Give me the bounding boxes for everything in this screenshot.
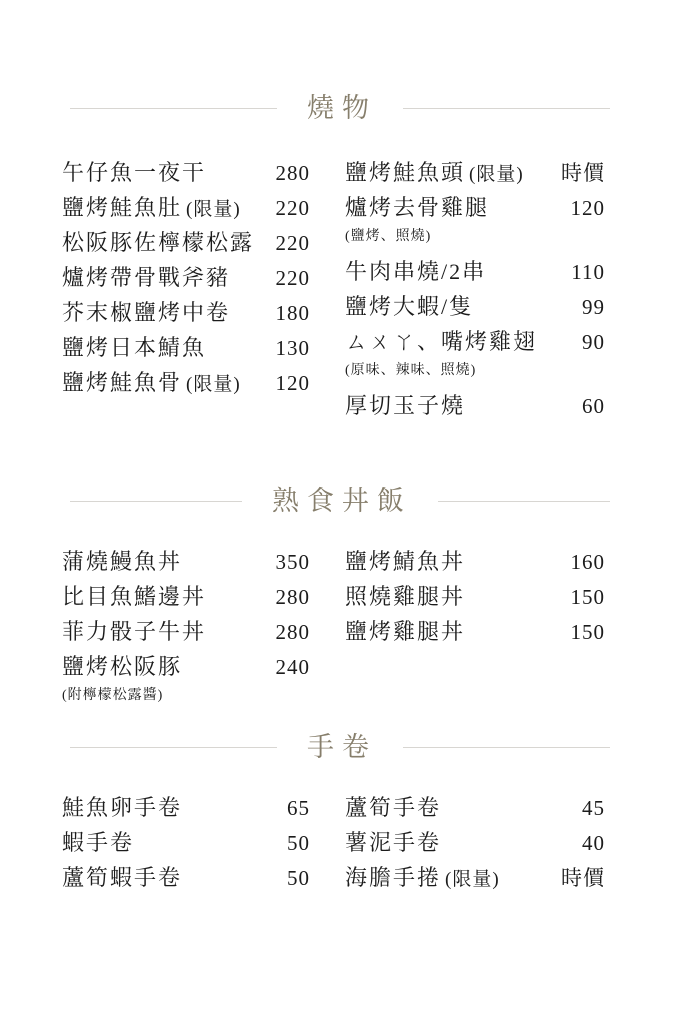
item-name [62, 614, 206, 649]
item-name-text: 鹽烤鮭魚頭 [345, 160, 466, 185]
item-price: 280 [275, 585, 310, 609]
menu-item-row [62, 260, 310, 295]
item-price: 280 [275, 161, 310, 185]
item-note: (原味、辣味、照燒) [345, 363, 477, 378]
item-name [62, 260, 230, 295]
item-price: 220 [275, 266, 310, 290]
item-price: 280 [275, 620, 310, 644]
item-price: 50 [287, 831, 310, 855]
item-limited-tag: (限量) [186, 374, 241, 395]
item-price: 150 [570, 620, 605, 644]
item-name [345, 289, 473, 324]
item-name [62, 860, 182, 895]
item-name [62, 295, 230, 330]
section-columns [0, 544, 681, 713]
item-name [345, 155, 524, 192]
item-price: 160 [570, 550, 605, 574]
section-header [0, 90, 681, 126]
menu-item-row [62, 860, 310, 895]
item-price: 350 [275, 550, 310, 574]
menu-column-1 [345, 544, 605, 649]
item-name-text: 菲力骰子牛丼 [62, 619, 207, 644]
item-name-text: 厚切玉子燒 [345, 393, 466, 418]
menu-column-0 [62, 544, 310, 713]
menu-item-row [345, 790, 605, 825]
header-rule-right [403, 747, 610, 748]
menu-item-row [62, 295, 310, 330]
item-name-text: 爐烤去骨雞腿 [345, 195, 490, 220]
item-name [62, 190, 241, 227]
menu-item-row [345, 579, 605, 614]
item-name-text: 鹽烤日本鯖魚 [62, 335, 207, 360]
item-price: 50 [287, 866, 310, 890]
item-name [345, 790, 441, 825]
item-price: 65 [287, 796, 310, 820]
item-name [62, 225, 254, 260]
menu-item-row [345, 190, 605, 225]
item-name [62, 365, 241, 402]
menu-item-row [62, 190, 310, 225]
item-price: 150 [570, 585, 605, 609]
item-name-text: 鹽烤雞腿丼 [345, 619, 466, 644]
menu-item-row [345, 614, 605, 649]
menu-section-2 [0, 729, 681, 895]
item-note: (鹽烤、照燒) [345, 229, 432, 244]
header-rule-left [70, 108, 277, 109]
menu-item-row [345, 289, 605, 324]
item-price: 240 [275, 655, 310, 679]
item-name-text: ㄙㄨㄚ、嘴烤雞翅 [345, 329, 538, 354]
menu-column-1 [345, 155, 605, 423]
menu-section-1 [0, 483, 681, 713]
item-name-text: 鹽烤鮭魚肚 [62, 195, 183, 220]
item-name [345, 324, 537, 359]
item-name-text: 鹽烤鯖魚丼 [345, 549, 466, 574]
item-name-text: 海膽手捲 [345, 865, 442, 890]
menu-column-0 [62, 790, 310, 895]
item-name [62, 330, 206, 365]
item-name-text: 照燒雞腿丼 [345, 584, 466, 609]
section-header [0, 483, 681, 519]
item-name-text: 芥末椒鹽烤中卷 [62, 300, 231, 325]
header-rule-right [438, 501, 610, 502]
item-name [62, 649, 182, 684]
menu-item-row [62, 330, 310, 365]
menu-item-row [345, 155, 605, 190]
menu-item-row [62, 649, 310, 684]
menu-item-row [345, 860, 605, 895]
menu-item-row [345, 388, 605, 423]
item-name [345, 860, 500, 897]
menu-item-row [62, 614, 310, 649]
menu-section-0 [0, 90, 681, 423]
menu-item-row [345, 324, 605, 359]
item-name [62, 544, 182, 579]
menu-item-row [62, 225, 310, 260]
item-name [345, 190, 489, 225]
item-price: 130 [275, 336, 310, 360]
menu-item-row [62, 544, 310, 579]
item-name [345, 825, 441, 860]
menu-item-row [345, 254, 605, 289]
item-price: 60 [582, 394, 605, 418]
item-name-text: 蘆筍手卷 [345, 795, 442, 820]
section-title: 熟食丼飯 [272, 486, 412, 516]
item-price: 120 [275, 371, 310, 395]
item-name-text: 比目魚鰭邊丼 [62, 584, 207, 609]
menu-item-row [62, 790, 310, 825]
item-name-text: 牛肉串燒/2串 [345, 259, 487, 284]
section-title: 手卷 [307, 732, 377, 762]
item-name-text: 鹽烤松阪豚 [62, 654, 183, 679]
item-name [345, 388, 465, 423]
item-name [345, 614, 465, 649]
item-name [62, 579, 206, 614]
item-name-text: 鹽烤鮭魚骨 [62, 370, 183, 395]
menu-item-row [62, 825, 310, 860]
item-name-text: 蝦手卷 [62, 830, 135, 855]
item-price: 40 [582, 831, 605, 855]
item-name-text: 薯泥手卷 [345, 830, 442, 855]
menu-item-row [62, 155, 310, 190]
item-note: (附檸檬松露醬) [62, 688, 164, 703]
item-limited-tag: (限量) [445, 869, 500, 890]
item-name [62, 155, 206, 190]
item-price: 110 [571, 260, 605, 284]
item-name [345, 254, 486, 289]
item-name [62, 825, 134, 860]
menu-column-0 [62, 155, 310, 400]
section-title: 燒物 [307, 93, 377, 123]
item-price: 時價 [561, 161, 605, 185]
menu-item-row [345, 544, 605, 579]
item-price: 120 [570, 196, 605, 220]
item-price: 90 [582, 330, 605, 354]
header-rule-right [403, 108, 610, 109]
menu-item-row [62, 365, 310, 400]
menu-column-1 [345, 790, 605, 895]
section-header [0, 729, 681, 765]
item-price: 220 [275, 231, 310, 255]
item-limited-tag: (限量) [469, 164, 524, 185]
item-name-text: 蘆筍蝦手卷 [62, 865, 183, 890]
item-name-text: 午仔魚一夜干 [62, 160, 207, 185]
item-name [62, 790, 182, 825]
item-price: 99 [582, 295, 605, 319]
item-name-text: 鮭魚卵手卷 [62, 795, 183, 820]
menu-item-row [345, 825, 605, 860]
item-name [345, 544, 465, 579]
item-price: 時價 [561, 866, 605, 890]
item-name-text: 蒲燒鰻魚丼 [62, 549, 183, 574]
item-name-text: 爐烤帶骨戰斧豬 [62, 265, 231, 290]
item-name-text: 鹽烤大蝦/隻 [345, 294, 474, 319]
section-columns [0, 155, 681, 423]
section-columns [0, 790, 681, 895]
header-rule-left [70, 747, 277, 748]
header-rule-left [70, 501, 242, 502]
menu-item-row [62, 579, 310, 614]
item-name-text: 松阪豚佐檸檬松露 [62, 230, 255, 255]
item-price: 180 [275, 301, 310, 325]
item-price: 45 [582, 796, 605, 820]
item-name [345, 579, 465, 614]
item-price: 220 [275, 196, 310, 220]
item-limited-tag: (限量) [186, 199, 241, 220]
